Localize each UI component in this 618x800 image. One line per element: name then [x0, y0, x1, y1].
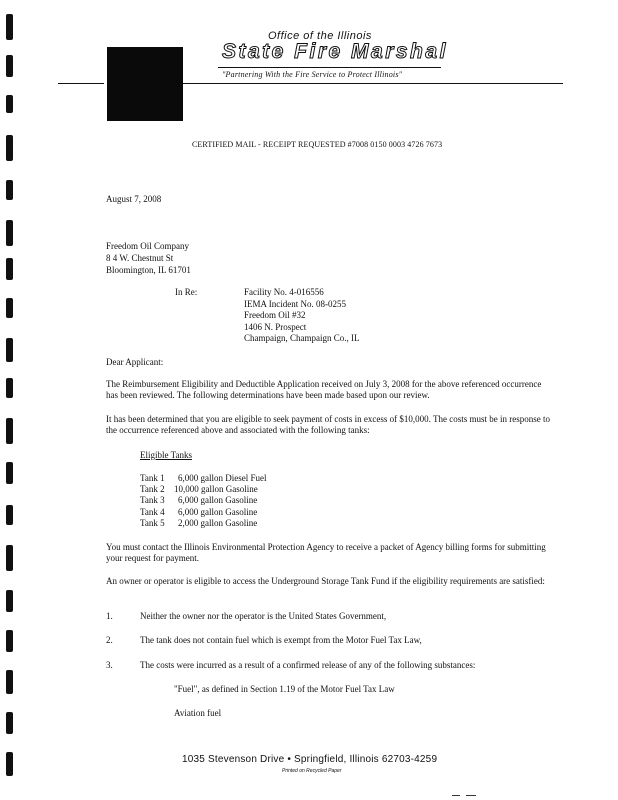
- letterhead-rule: [218, 67, 441, 68]
- binder-mark: [6, 752, 13, 776]
- letter-date: August 7, 2008: [106, 194, 162, 204]
- letterhead-tagline: "Partnering With the Fire Service to Protect Illinois": [222, 70, 403, 79]
- scan-mark: [466, 795, 476, 796]
- binder-mark: [6, 712, 13, 734]
- scan-mark: [452, 795, 460, 796]
- binder-mark: [6, 180, 13, 200]
- tank-description: 2,000 gallon Gasoline: [178, 518, 258, 528]
- in-re-incident: IEMA Incident No. 08-0255: [244, 299, 346, 309]
- binder-mark: [6, 298, 13, 318]
- requirement-text: The tank does not contain fuel which is exempt from the Motor Fuel Tax Law,: [140, 635, 422, 645]
- binder-mark: [6, 338, 13, 362]
- paragraph-review: The Reimbursement Eligibility and Deductible Application received on July 3, 2008 for the above referenced occurrence has been reviewed. The following determinations have been made based upon our review.: [106, 379, 542, 400]
- letterhead-office: Office of the Illinois: [268, 30, 372, 42]
- binder-mark: [6, 135, 13, 161]
- tank-description: 10,000 gallon Gasoline: [174, 484, 258, 494]
- tank-label: Tank 4: [140, 507, 165, 517]
- footer-recycled-note: Printed on Recycled Paper: [282, 768, 342, 774]
- requirement-text: The costs were incurred as a result of a confirmed release of any of the following substances:: [140, 660, 476, 670]
- binder-mark: [6, 14, 13, 40]
- tank-label: Tank 5: [140, 518, 165, 528]
- tank-description: 6,000 gallon Diesel Fuel: [178, 473, 267, 483]
- letterhead-divider-right: [183, 83, 563, 84]
- binder-mark: [6, 378, 13, 398]
- recipient-name: Freedom Oil Company: [106, 241, 189, 251]
- eligible-tanks-heading: Eligible Tanks: [140, 450, 192, 460]
- certified-mail-line: CERTIFIED MAIL - RECEIPT REQUESTED #7008 0150 0003 4726 7673: [192, 140, 443, 149]
- tank-description: 6,000 gallon Gasoline: [178, 507, 258, 517]
- footer-address: 1035 Stevenson Drive • Springfield, Illinois 62703-4259: [182, 754, 438, 765]
- salutation: Dear Applicant:: [106, 357, 164, 367]
- tank-label: Tank 3: [140, 495, 165, 505]
- binder-mark: [6, 418, 13, 444]
- tank-description: 6,000 gallon Gasoline: [178, 495, 258, 505]
- binder-mark: [6, 95, 13, 113]
- binder-mark: [6, 55, 13, 77]
- in-re-facility: Facility No. 4-016556: [244, 287, 324, 297]
- letterhead-agency: State Fire Marshal: [222, 40, 448, 63]
- recipient-city: Bloomington, IL 61701: [106, 265, 191, 275]
- binder-mark: [6, 462, 13, 484]
- binder-mark: [6, 220, 13, 246]
- tank-label: Tank 2: [140, 484, 165, 494]
- substance-item: Aviation fuel: [174, 708, 222, 718]
- binder-mark: [6, 630, 13, 652]
- paragraph-fund-access: An owner or operator is eligible to access the Underground Storage Tank Fund if the eligibility requirements are satisfied:: [106, 576, 545, 586]
- binder-mark: [6, 670, 13, 694]
- recipient-street: 8 4 W. Chestnut St: [106, 253, 174, 263]
- letterhead-divider-left: [58, 83, 104, 84]
- requirement-number: 2.: [106, 635, 113, 645]
- agency-seal-logo: [107, 47, 183, 121]
- substance-item: "Fuel", as defined in Section 1.19 of the Motor Fuel Tax Law: [174, 684, 395, 694]
- binder-mark: [6, 545, 13, 571]
- in-re-site-name: Freedom Oil #32: [244, 310, 306, 320]
- in-re-street: 1406 N. Prospect: [244, 322, 307, 332]
- requirement-text: Neither the owner nor the operator is the United States Government,: [140, 611, 387, 621]
- requirement-number: 3.: [106, 660, 113, 670]
- in-re-label: In Re:: [175, 287, 198, 297]
- requirement-number: 1.: [106, 611, 113, 621]
- binder-mark: [6, 505, 13, 525]
- in-re-city: Champaign, Champaign Co., IL: [244, 333, 360, 343]
- paragraph-eligibility: It has been determined that you are eligible to seek payment of costs in excess of $10,000. The costs must be in response to the occurrence referenced above and associated with the following tanks:: [106, 414, 550, 435]
- paragraph-contact-iepa: You must contact the Illinois Environmental Protection Agency to receive a packet of Agency billing forms for submitting your request for payment.: [106, 542, 546, 563]
- binder-mark: [6, 258, 13, 280]
- binder-mark: [6, 590, 13, 612]
- tank-label: Tank 1: [140, 473, 165, 483]
